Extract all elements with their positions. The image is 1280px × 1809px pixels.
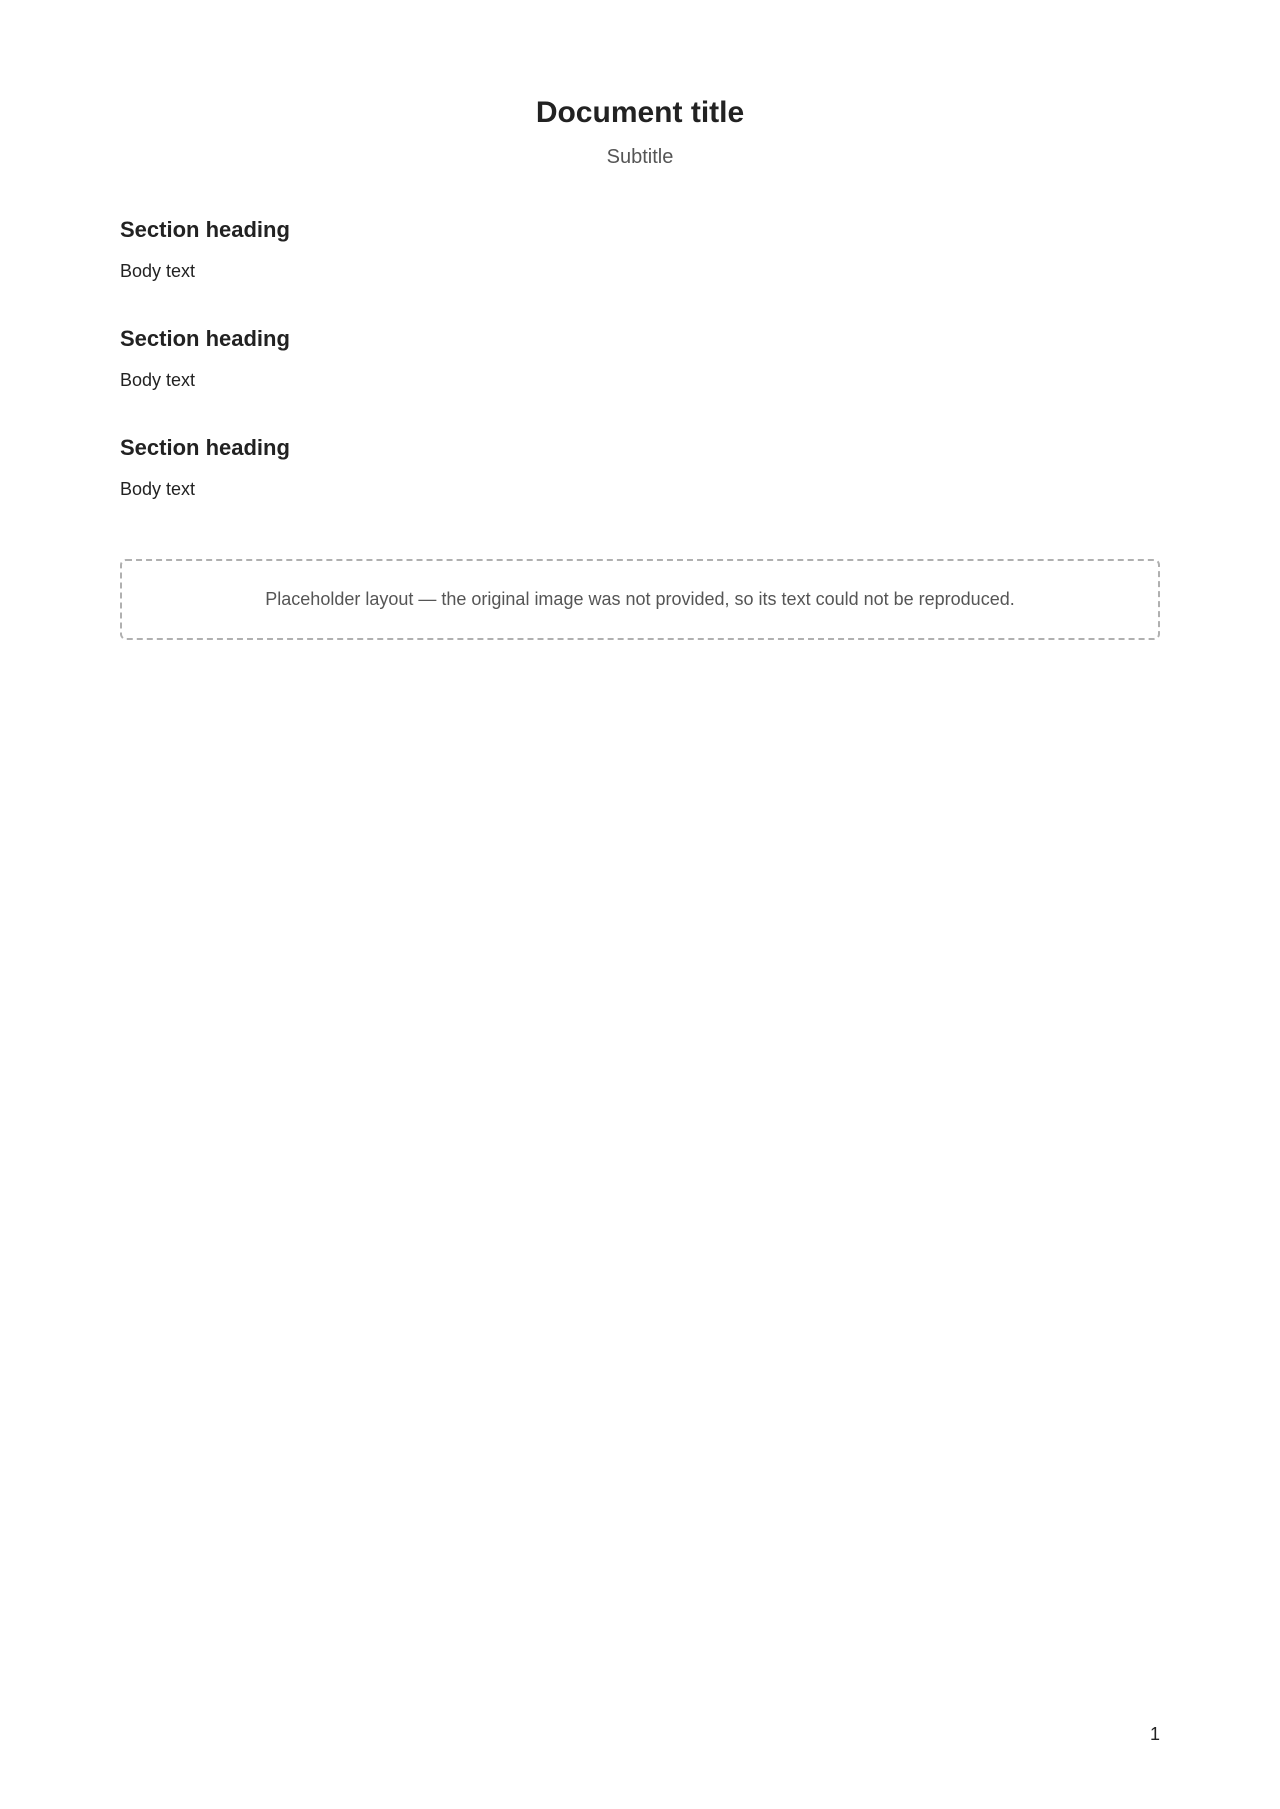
section-text: Body text (120, 261, 196, 281)
page-number: 1 (1149, 1724, 1160, 1744)
document-title: Document title (535, 96, 745, 129)
document-subtitle: Subtitle (606, 146, 674, 168)
section-text: Body text (120, 478, 196, 499)
section-text: Body text (120, 369, 196, 390)
document-section (120, 217, 1160, 286)
section-heading: Section heading (120, 325, 290, 351)
section-heading: Section heading (120, 434, 290, 460)
section-heading: Section heading (120, 217, 290, 242)
document-section (120, 435, 1160, 504)
missing-image-note: Placeholder layout — the original image was not provided, so its text could not be reproduced. (120, 559, 1160, 640)
document-section (120, 326, 1160, 395)
